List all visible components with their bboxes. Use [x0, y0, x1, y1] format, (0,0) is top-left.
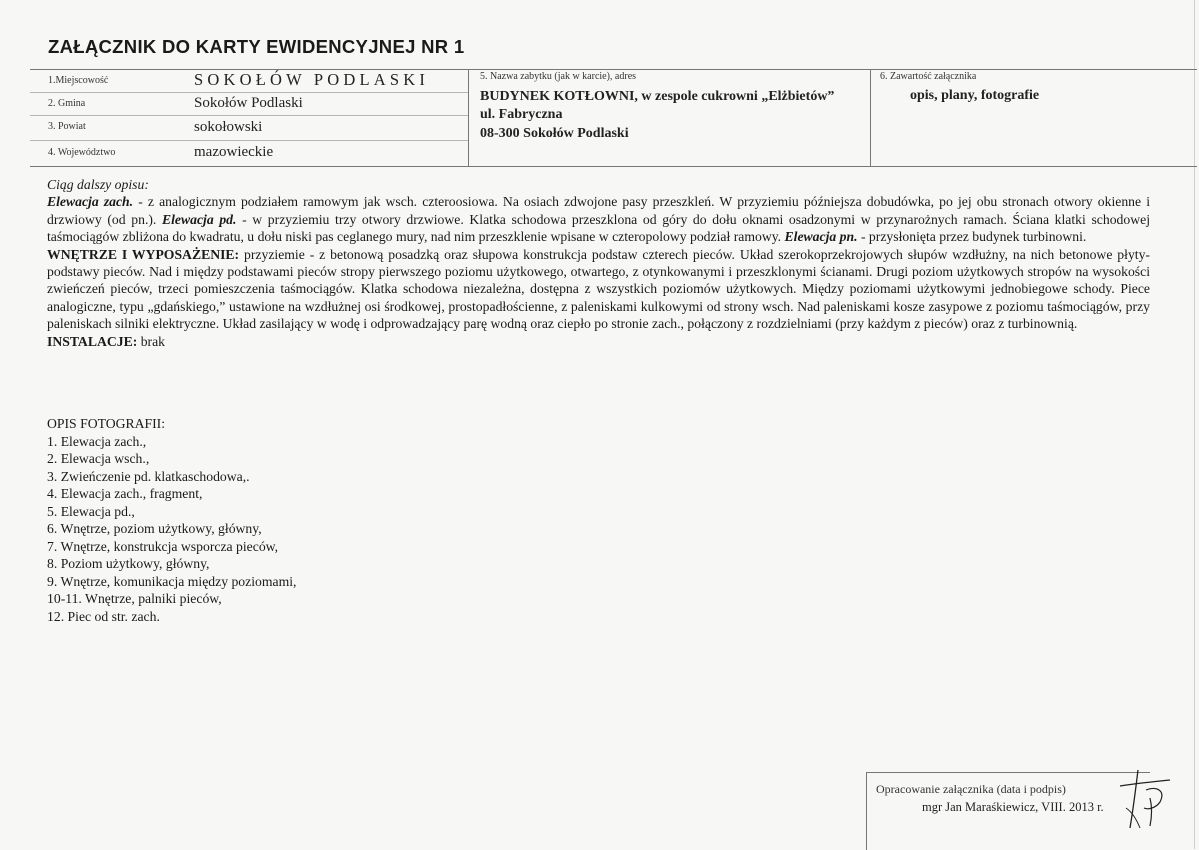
photo-item: 9. Wnętrze, komunikacja między poziomami,	[47, 573, 297, 589]
interior-label: WNĘTRZE I WYPOSAŻENIE:	[47, 246, 240, 262]
photo-list-heading: OPIS FOTOGRAFII:	[47, 416, 166, 431]
elevation-north-label: Elewacja pn.	[784, 229, 858, 245]
interior-text: przyziemie - z betonową posadzką oraz słupowa konstrukcja podstaw czterech pieców. Układ szerokoprzekrojowych słupów wzdłużny, na nich betonowe płyty- podstawy pieców. Nad i między podstawami pieców stropy pierwszego poziomu użytkowego, otwartego, z otynkowanymi i przeszklonymi ścianami. Drugi poziom użytkowych stropów na wysokości zwieńczeń pieców, trzeci pomieszczenia taśmociągów. Klatka schodowa niezależna, dostępna z wszystkich poziomów użytkowych. Między poziomami użytkowymi jednobiegowe schody. Piece analogiczne, typu „gdańskiego,” ustawione na wzdłużnej osi środkowej, prostopadłościenne, z paleniskami kulkowymi od strony wsch. Nad paleniskami kosze zasypowe z poziomu taśmociągów, przy paleniskach silniki elektryczne. Układ zasilający w wodę i odprowadzający parę wodną oraz ciepło po stronie zach., połączony z rozdzielniami (przy każdym z pieców) oraz z turbinownią.	[47, 246, 1150, 332]
photo-item: 2. Elewacja wsch.,	[47, 451, 150, 466]
photo-item: 12. Piec od str. zach.	[47, 608, 160, 624]
field-value-voivodeship: mazowieckie	[194, 144, 274, 160]
photo-item: 8. Poziom użytkowy, główny,	[47, 556, 210, 571]
contents-value: opis, plany, fotografie	[910, 88, 1040, 103]
description-body	[47, 176, 1150, 350]
monument-street: ul. Fabryczna	[480, 107, 563, 122]
photo-item: 4. Elewacja zach., fragment,	[47, 486, 203, 501]
column-divider	[870, 70, 871, 166]
installations-label: INSTALACJE:	[47, 333, 138, 349]
photo-item: 5. Elewacja pd.,	[47, 503, 135, 519]
field-value-locality: SOKOŁÓW PODLASKI	[194, 70, 430, 89]
photo-item: 6. Wnętrze, poziom użytkowy, główny,	[47, 521, 262, 536]
photo-item: 7. Wnętrze, konstrukcja wsporcza pieców,	[47, 538, 279, 554]
photo-item: 10-11. Wnętrze, palniki pieców,	[47, 591, 222, 606]
signature-author: mgr Jan Maraśkiewicz, VIII. 2013 r.	[922, 800, 1104, 814]
field-value-district: sokołowski	[194, 119, 263, 135]
elevation-west-label: Elewacja zach.	[47, 194, 134, 210]
elevation-south-label: Elewacja pd.	[162, 211, 237, 227]
row-divider	[30, 92, 468, 93]
contents-label: 6. Zawartość załącznika	[880, 71, 977, 82]
elevation-west-text: - z analogicznym podziałem ramowym jak wsch. czteroosiowa. Na osiach zdwojone pasy przeszkleń. W przyziemiu późniejsza dobudówka, po jej obu stronach otwory okienne i drzwiowy (od pn.).	[47, 194, 1150, 227]
field-label-voivodeship: 4. Województwo	[48, 147, 116, 158]
photo-list	[47, 415, 296, 625]
row-divider	[30, 140, 468, 141]
elevation-north-text: - przysłonięta przez budynek turbinowni.	[857, 229, 1087, 245]
signature-label: Opracowanie załącznika (data i podpis)	[876, 782, 1066, 796]
monument-city: 08-300 Sokołów Podlaski	[480, 126, 629, 141]
column-divider	[468, 70, 469, 166]
installations-paragraph	[47, 333, 1150, 350]
field-label-locality: 1.Miejscowość	[48, 75, 109, 86]
field-value-commune: Sokołów Podlaski	[194, 95, 303, 111]
photo-item: 1. Elewacja zach.,	[47, 433, 147, 449]
page-title: ZAŁĄCZNIK DO KARTY EWIDENCYJNEJ NR 1	[48, 36, 465, 57]
elevation-south-text: - w przyziemiu trzy otwory drzwiowe. Klatka schodowa przeszklona od góry do dołu oknami osadzonymi w przynarożnych ramach. Ściana klatki schodowej taśmociągów zbliżona do kwadratu, u dołu niski pas ceglanego mury, nad nim przeszklenie wpisane w czteropolowy podział ramowy.	[47, 211, 1151, 245]
elevations-paragraph	[47, 193, 1150, 245]
interior-paragraph	[47, 246, 1150, 333]
header-table	[30, 69, 1197, 167]
installations-text: brak	[137, 333, 166, 349]
continuation-label: Ciąg dalszy opisu:	[47, 177, 149, 192]
field-label-commune: 2. Gmina	[48, 98, 86, 109]
row-divider	[30, 115, 468, 116]
field-label-district: 3. Powiat	[48, 121, 86, 132]
handwritten-signature	[1116, 768, 1172, 830]
monument-label: 5. Nazwa zabytku (jak w karcie), adres	[480, 71, 637, 82]
monument-name: BUDYNEK KOTŁOWNI, w zespole cukrowni „Elżbietów”	[480, 89, 835, 104]
photo-item: 3. Zwieńczenie pd. klatkaschodowa,.	[47, 468, 250, 484]
